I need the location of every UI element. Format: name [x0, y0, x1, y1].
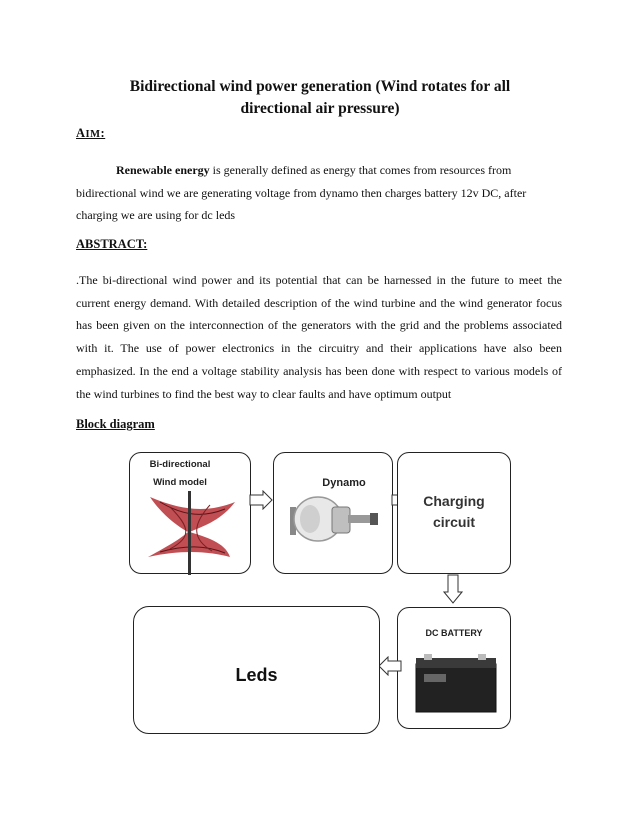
charging-circuit-box — [397, 452, 511, 574]
charging-label-2: circuit — [432, 514, 475, 530]
dc-battery-box — [397, 607, 511, 729]
aim-line-1: is generally defined as energy that comes from resources from — [209, 163, 512, 177]
aim-line-2: bidirectional wind we are generating voltage from dynamo then charges battery 12v DC, after — [76, 185, 527, 200]
dynamo-box — [273, 452, 393, 574]
arrow-charging-to-battery — [443, 574, 463, 604]
dynamo-motor-icon — [274, 489, 392, 569]
charging-label-1: Charging — [423, 493, 485, 509]
aim-lead-bold: Renewable energy — [116, 163, 210, 177]
abstract-paragraph: .The bi-directional wind power and its potential that can be harnessed in the future to meet the current energy demand. With detailed description of the wind turbine and the wind generator focus has been given on the interconnection of the generators with the grid and the problems associated with it. The use of power electronics in the circuitry and their applications have also been emphasized. In the end a voltage stability analysis has been done with respect to various models of the wind turbines to find the best way to clear faults and have optimum output — [76, 273, 562, 401]
leds-box — [133, 606, 380, 734]
leds-label: Leds — [235, 665, 278, 685]
aim-heading-first: A — [76, 126, 86, 140]
block-diagram-heading: Block diagram — [76, 417, 155, 431]
arrow-battery-to-leds — [378, 656, 402, 676]
aim-paragraph — [76, 159, 562, 227]
document-title — [90, 76, 550, 120]
wind-model-label-1: Bi-directional — [149, 459, 211, 470]
abstract-heading: ABSTRACT: — [76, 237, 148, 251]
battery-label: DC BATTERY — [425, 628, 483, 638]
wind-model-box — [129, 452, 251, 574]
arrow-wind-to-dynamo — [249, 490, 273, 510]
dynamo-label: Dynamo — [322, 477, 366, 489]
aim-line-3: charging we are using for dc leds — [76, 208, 236, 222]
aim-heading — [76, 126, 105, 141]
aim-heading-colon: : — [100, 126, 106, 140]
title-line-1: Bidirectional wind power generation (Wind rotates for all — [129, 78, 511, 95]
title-line-2: directional air pressure) — [240, 100, 400, 117]
battery-icon — [398, 646, 510, 726]
wind-turbine-icon — [130, 487, 250, 577]
wind-model-label-2: Wind model — [153, 477, 207, 488]
aim-heading-rest: IM — [85, 129, 101, 140]
